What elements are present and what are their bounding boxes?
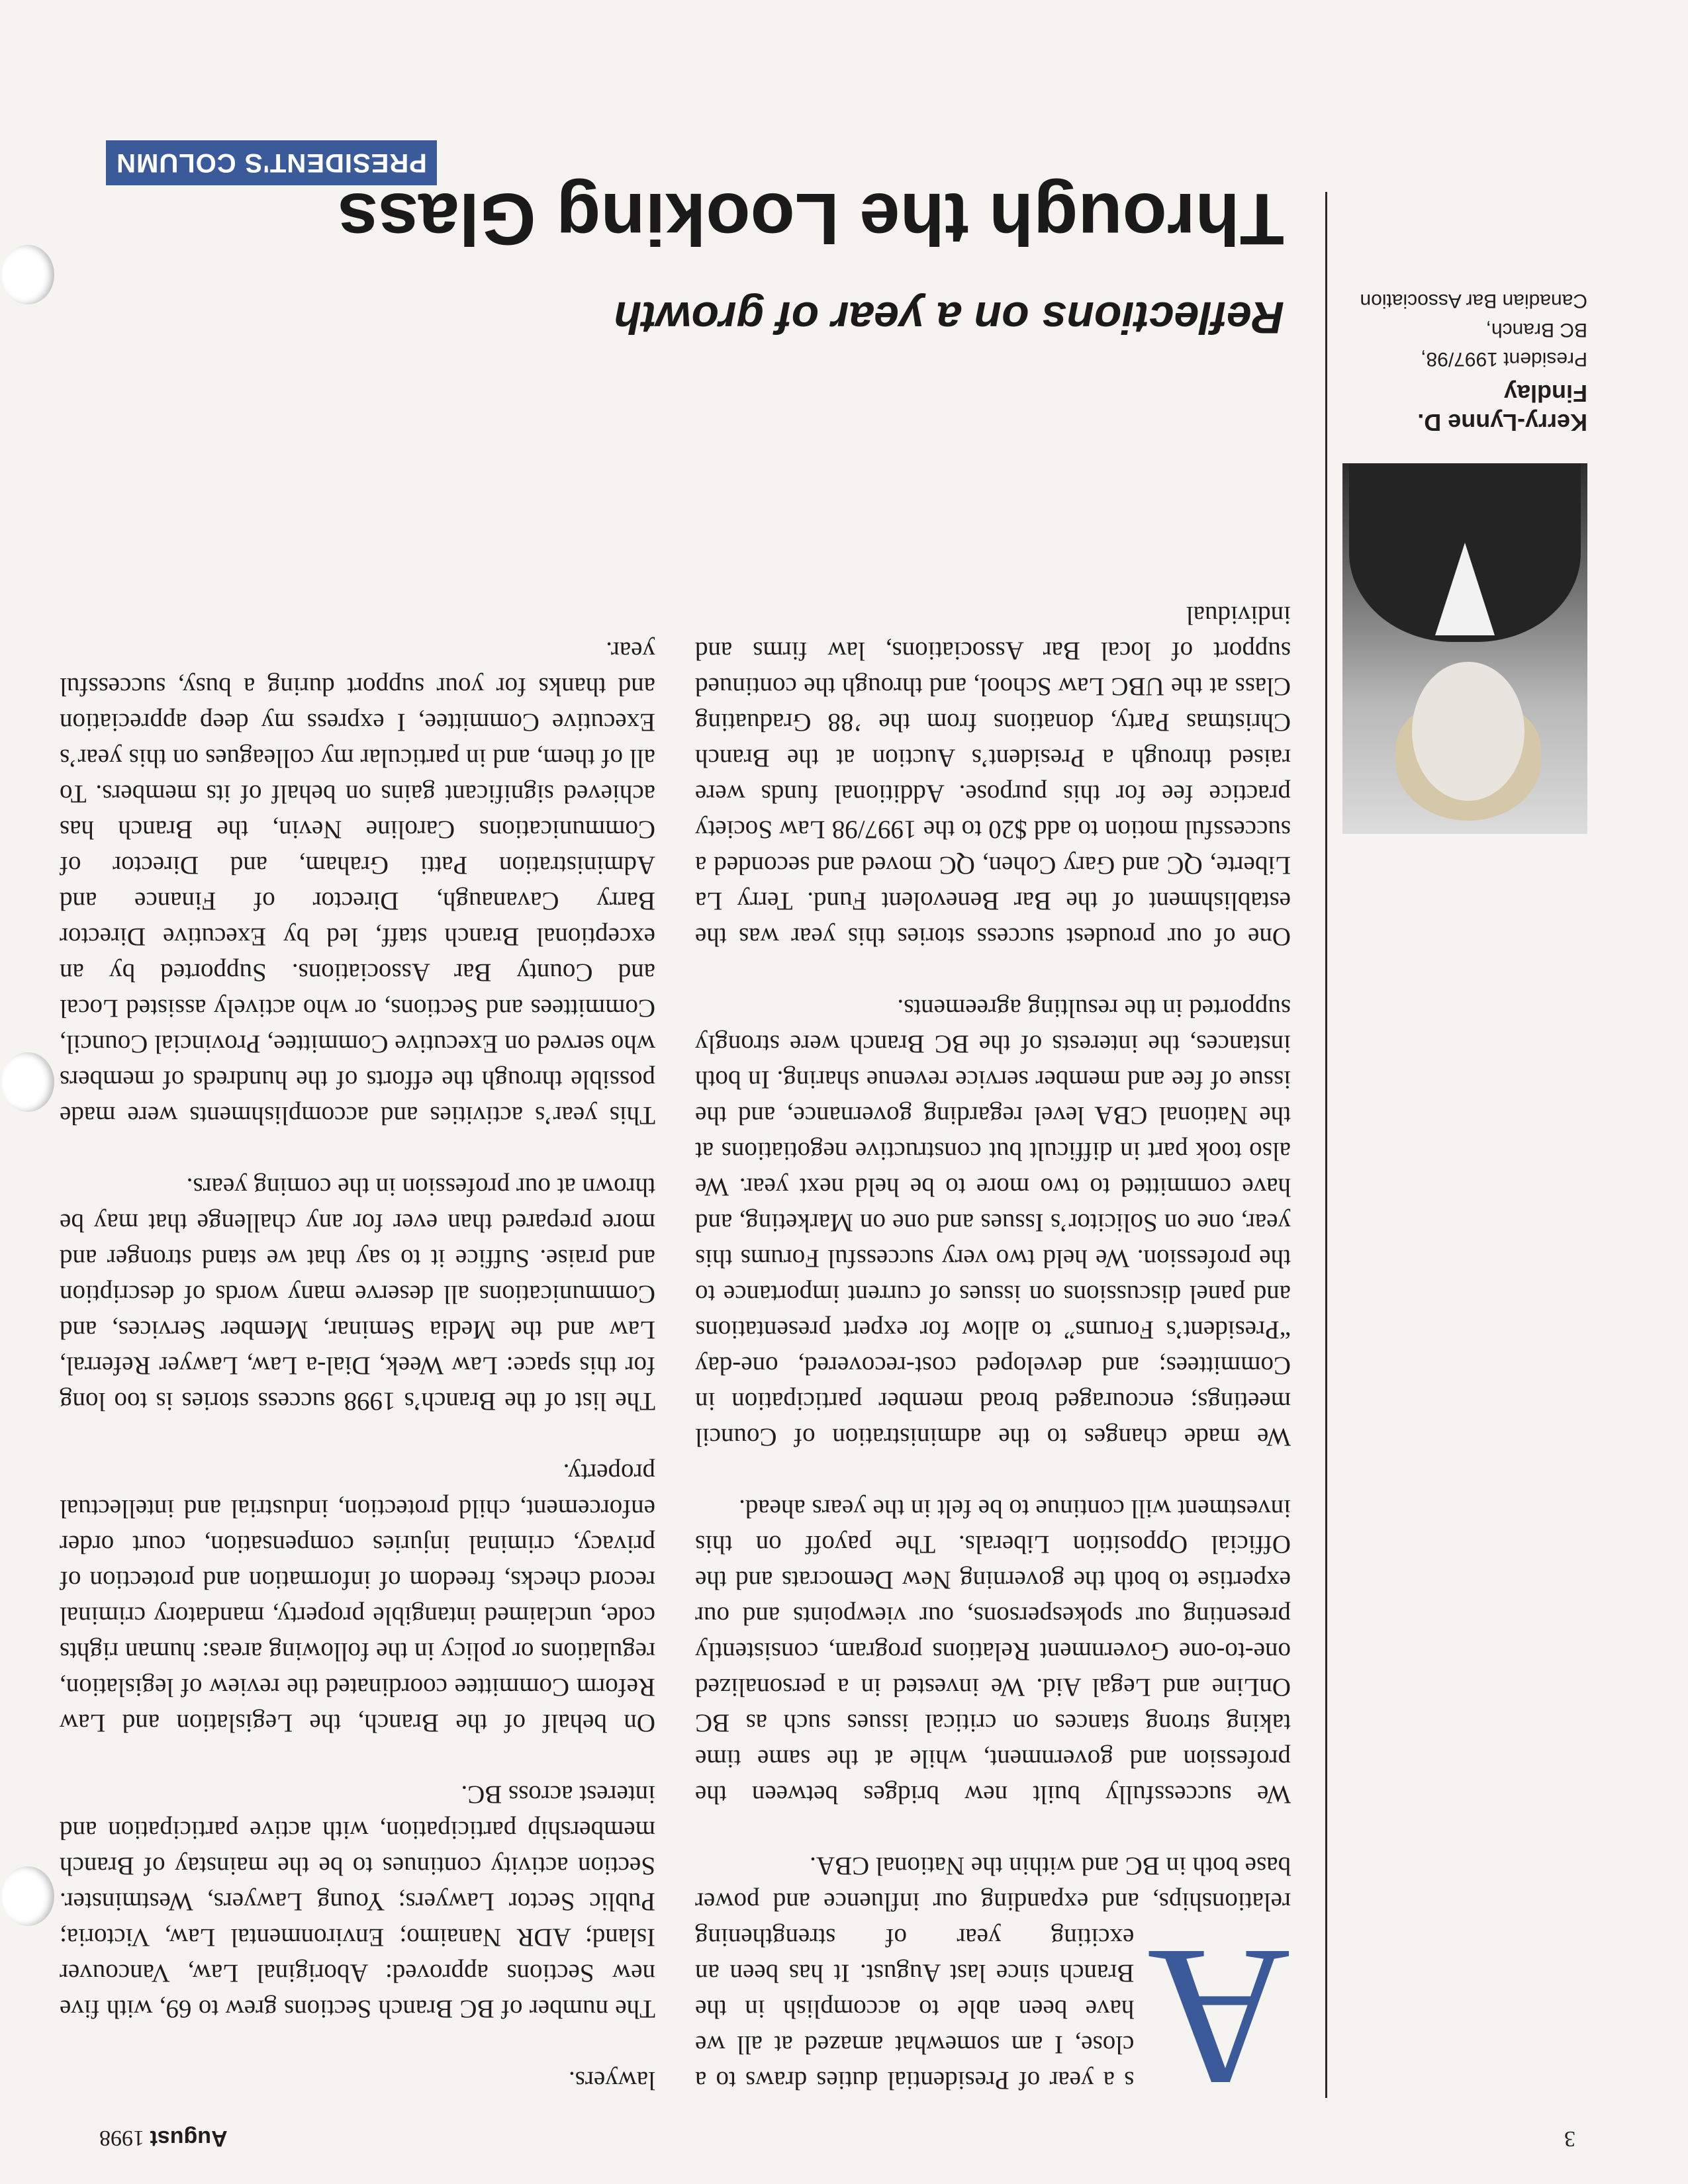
author-role-line2: BC Branch,	[1485, 319, 1587, 341]
article-paragraph	[695, 1848, 1291, 2128]
author-photo	[1342, 463, 1587, 834]
binder-hole	[1, 1052, 54, 1112]
binder-hole	[1, 245, 54, 304]
article-paragraph: We made changes to the administration of Council meetings; encouraged broad member participation in Committees; and developed cost-recovered, one-day “President’s Forums” to allow for expert presentations and panel discussions on issues of current importance to the profession. We held two very successful Forums this year, one on Solicitor’s Issues and one on Marketing, and have committed to two more to be held next year. We also took part in difficult but constructive negotiations at the National CBA level regarding governance, and the issue of fee and member service revenue sharing. In both instances, the interests of the BC Branch were strongly supported in the resulting agreements.	[695, 994, 1291, 1451]
article-paragraph: The list of the Branch’s 1998 success stories is too long for this space: Law Week, Dial-a Law, Lawyer Referral, Law and the Media Seminar, Member Services, and Communications all deserve many words of description and praise. Suffice it to say that we stand stronger and more prepared than ever for any challenge that may be thrown at our profession in the coming years.	[60, 1173, 655, 1416]
article-paragraph: This year’s activities and accomplishments were made possible through the efforts of the hundreds of members who served on Executive Committee, Provincial Council, Committees and Sections, or who actively assisted Local and County Bar Associations. Supported by an exceptional Branch staff, led by Executive Director Barry Cavanaugh, Director of Finance and Administration Patti Graham, and Director of Communications Caroline Nevin, the Branch has achieved significant gains on behalf of its members. To all of them, and in particular my colleagues on this year’s Executive Committee, I express my deep appreciation and thanks for your support during a busy, successful year.	[60, 637, 655, 1130]
author-name-line1: Kerry-Lynne D.	[1417, 409, 1587, 436]
article-subtitle: Reflections on a year of growth	[614, 293, 1284, 343]
author-sidebar	[1342, 286, 1587, 834]
article-paragraph: On behalf of the Branch, the Legislation and Law Reform Committee coordinated the review of legislation, regulations or policy in the following areas: human rights code, unclaimed intangible property, mandatory criminal record checks, freedom of information and protection of privacy, criminal injuries compensation, court order enforcement, child protection, industrial and intellectual property.	[60, 1459, 655, 1737]
article-title: Through the Looking Glass	[338, 178, 1284, 259]
author-role-line1: President 1997/98,	[1421, 348, 1587, 370]
issue-month: August	[150, 2126, 228, 2151]
article-paragraph: The number of BC Branch Sections grew to 69, with five new Sections approved: Aboriginal Law, Vancouver Island; ADR Nanaimo; Environmental Law, Victoria; Public Sector Lawyers; Young Lawyers, Westminster. Section activity continues to be the mainstay of Branch membership participation, with active participation and interest across BC.	[60, 1780, 655, 2023]
author-role	[1342, 286, 1587, 373]
binder-holes	[0, 0, 60, 2184]
article-column-left	[695, 377, 1291, 2128]
binder-hole	[1, 1866, 54, 1926]
page-header	[99, 2111, 1575, 2151]
article-column-right	[60, 377, 655, 2098]
drop-cap: A	[1147, 1908, 1291, 2128]
column-rule	[1325, 192, 1327, 2098]
paragraph-text: s a year of Presidential duties draws to a close, I am somewhat amazed at all we have been able to accomplish in the Branch since last August. It has been an exciting year of strengthening relationships, and expanding our influence and power base both in BC and within the National CBA.	[695, 1852, 1291, 2095]
issue-year: 1998	[99, 2126, 144, 2150]
section-banner: PRESIDENT'S COLUMN	[106, 140, 437, 185]
author-name-line2: Findlay	[1503, 380, 1587, 407]
author-name	[1342, 379, 1587, 437]
issue-date	[99, 2125, 228, 2151]
page-number: 3	[1564, 2126, 1575, 2151]
article-paragraph: We successfully built new bridges between the profession and government, while at the same time taking strong stances on critical issues such as BC OnLine and Legal Aid. We invested in a personalized one-to-one Government Relations program, consistently presenting our spokespersons, our viewpoints and our expertise to both the governing New Democrats and the Official Opposition Liberals. The payoff on this investment will continue to be felt in the years ahead.	[695, 1494, 1291, 1809]
article-paragraph: lawyers.	[568, 2066, 655, 2095]
author-role-line3: Canadian Bar Association	[1360, 290, 1587, 312]
photo-face	[1412, 662, 1524, 801]
article-paragraph: One of our proudest success stories this year was the establishment of the Bar Benevolent Fund. Terry La Liberte, QC and Gary Cohen, QC moved and seconded a successful motion to add $20 to the 1997/98 Law Society practice fee for this purpose. Additional funds were raised through a President’s Auction at the Branch Christmas Party, donations from the ’88 Graduating Class at the UBC Law School, and through the continued support of local Bar Associations, law firms and individual	[695, 601, 1291, 951]
